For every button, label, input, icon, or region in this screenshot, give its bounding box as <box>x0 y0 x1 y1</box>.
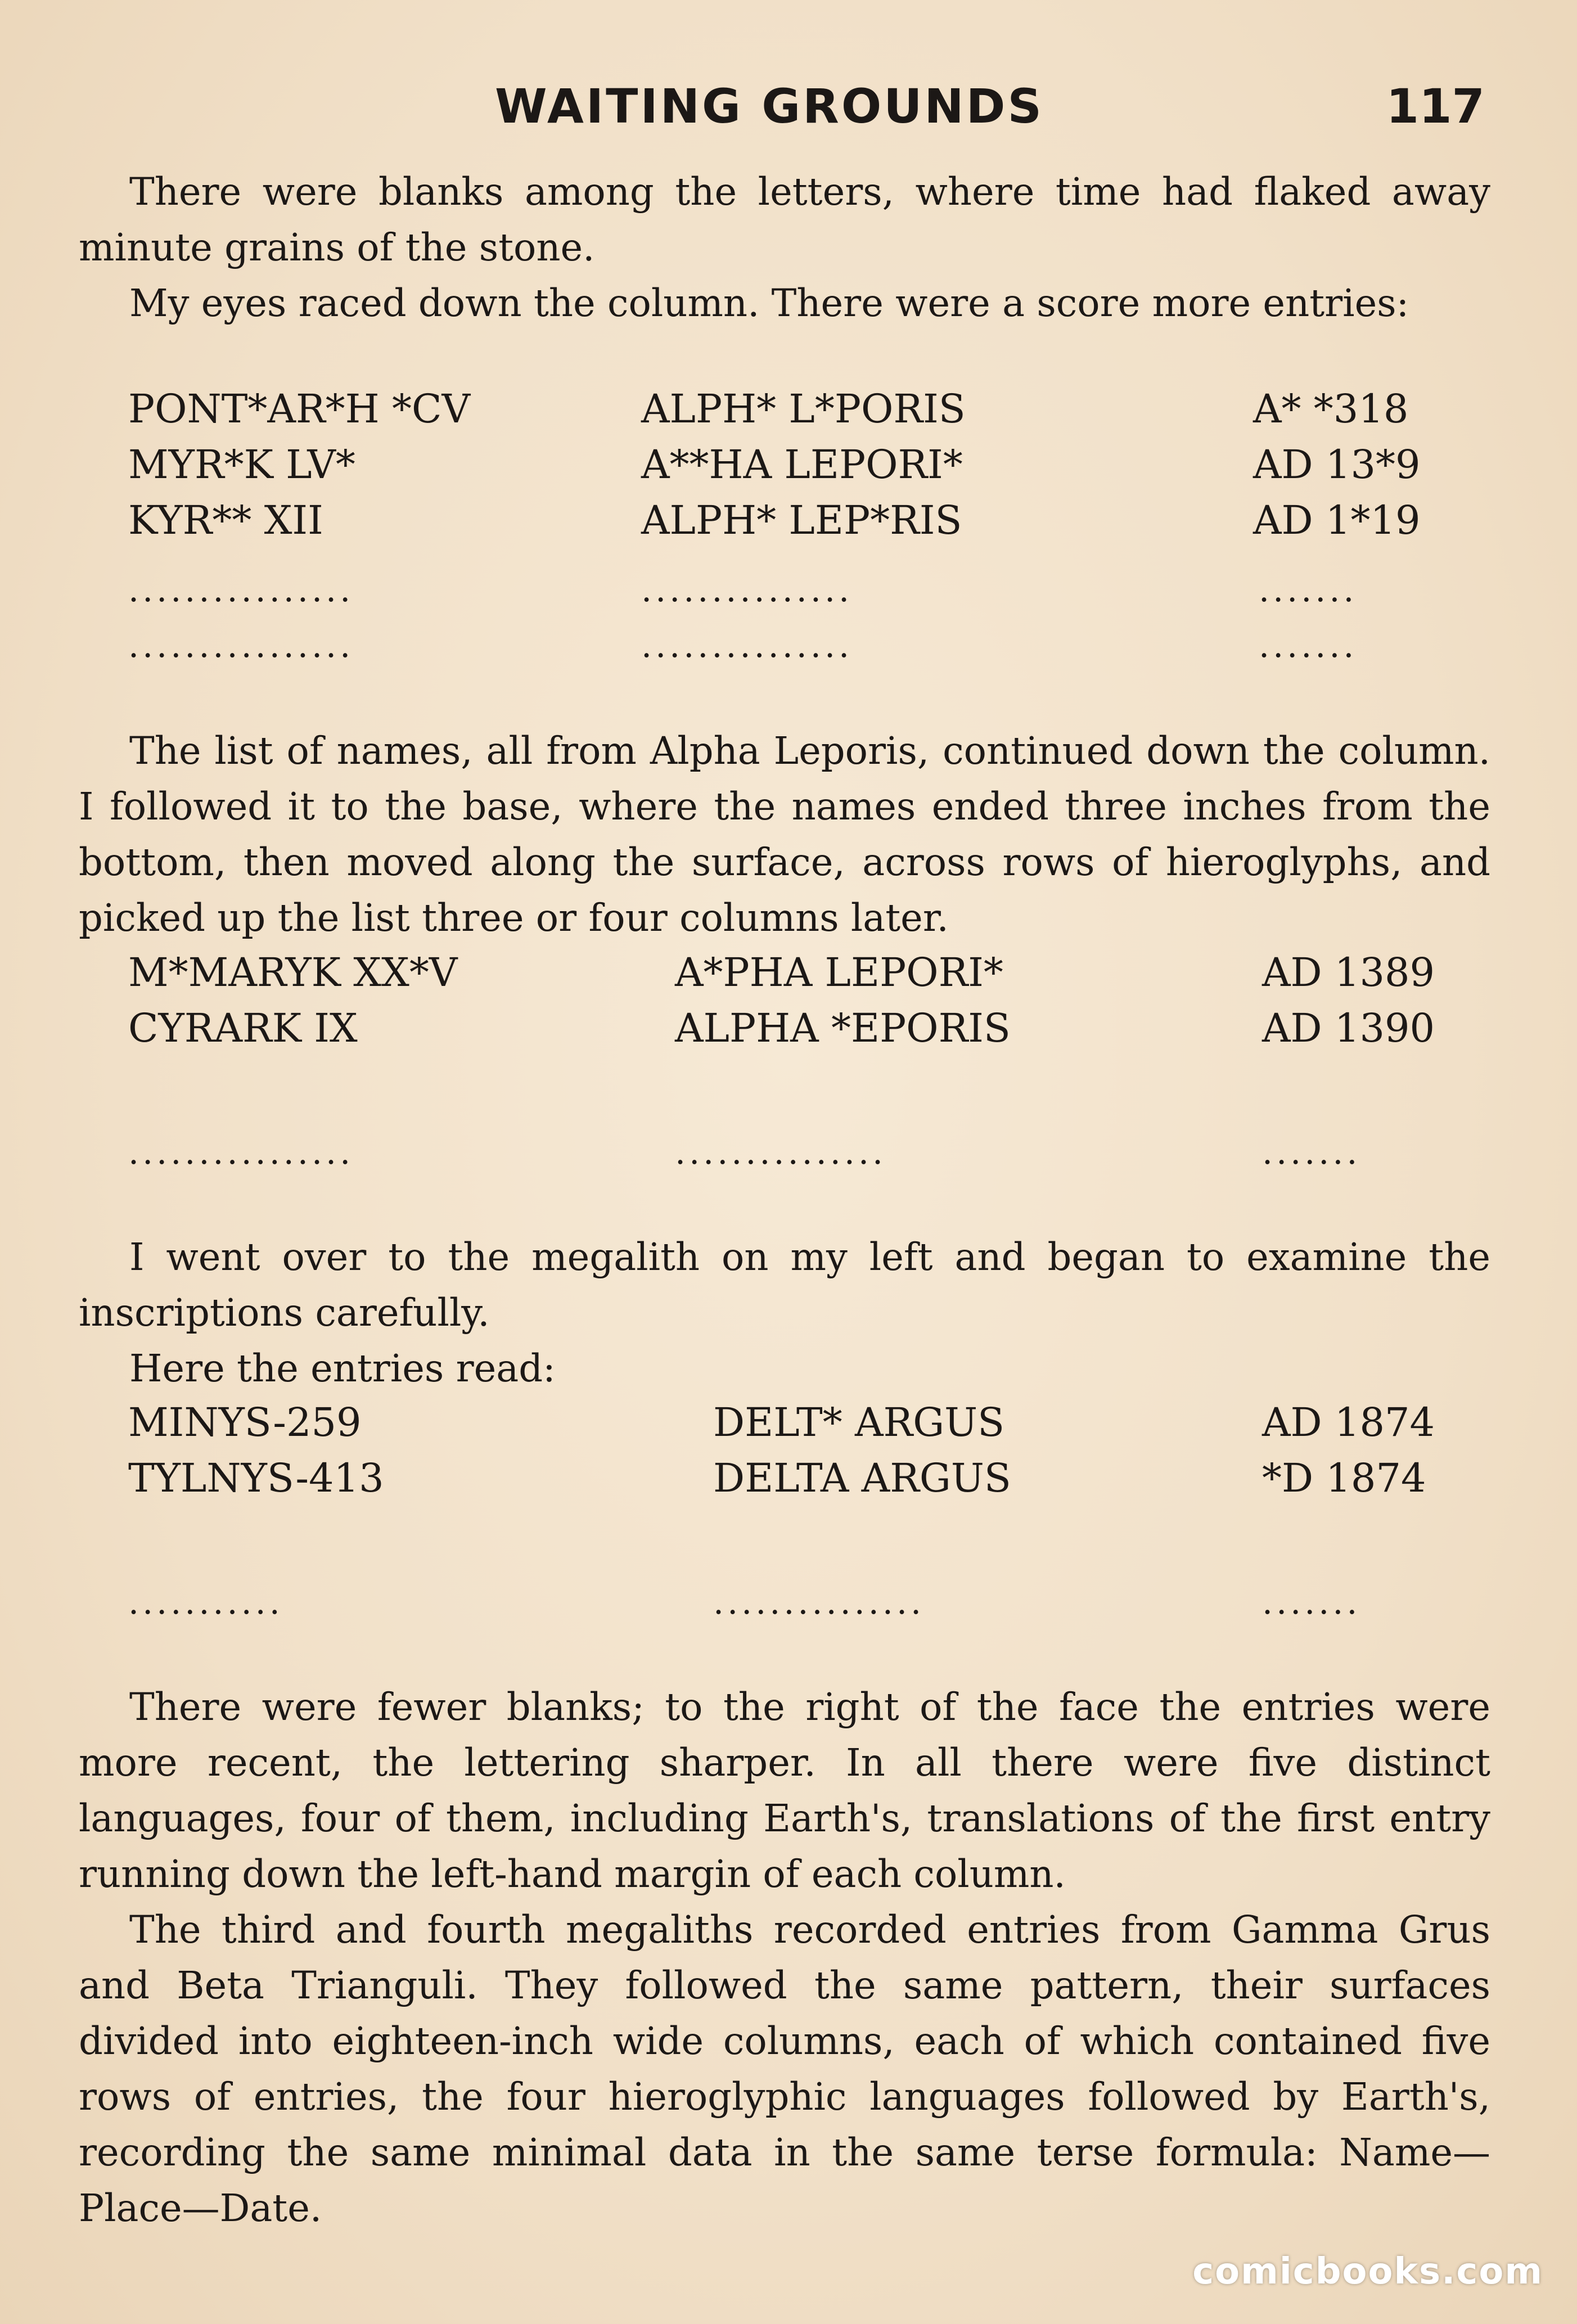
entry-date: *D 1874 <box>1262 1455 1426 1501</box>
text-block-3 <box>79 1229 1490 1397</box>
entry-name: TYLNYS-413 <box>128 1455 384 1501</box>
dot-leader: ............... <box>641 626 853 665</box>
page-number: 117 <box>1386 79 1485 134</box>
entry-date: AD 1874 <box>1262 1399 1435 1445</box>
dot-rows-1 <box>128 562 1478 674</box>
entry-place: A**HA LEPORI* <box>641 442 963 488</box>
entry-place: ALPHA *EPORIS <box>675 1005 1011 1051</box>
table-row <box>128 1451 1478 1506</box>
entry-table-1 <box>128 381 1478 548</box>
dot-row <box>128 1575 1478 1631</box>
table-row <box>128 1001 1478 1056</box>
entry-place: ALPH* LEP*RIS <box>641 497 962 543</box>
text-block-2 <box>79 723 1490 946</box>
text-block-1 <box>79 164 1490 331</box>
entry-place: DELTA ARGUS <box>713 1455 1011 1501</box>
dot-leader: ........... <box>128 1583 283 1622</box>
running-head: WAITING GROUNDS <box>495 79 1044 134</box>
table-row <box>128 1395 1478 1451</box>
dot-leader: ....... <box>1259 626 1358 665</box>
dot-leader: ................ <box>128 626 354 665</box>
entry-table-2 <box>128 945 1478 1056</box>
watermark: comicbooks.com <box>1192 2251 1543 2293</box>
dot-leader: ................ <box>128 570 354 610</box>
dot-leader: ............... <box>675 1133 887 1172</box>
text-block-4 <box>79 1679 1490 2236</box>
paragraph-6: There were fewer blanks; to the right of the face the entries were more recent, the lettering sharper. In all there were five distinct languages, four of them, including Earth's, translations of the first entry running down the left-hand margin of each column. <box>79 1685 1490 1896</box>
entry-date: AD 1390 <box>1262 1005 1435 1051</box>
entry-date: AD 1*19 <box>1253 497 1421 543</box>
entry-name: M*MARYK XX*V <box>128 949 458 996</box>
entry-date: AD 13*9 <box>1253 442 1421 488</box>
entry-date: A* *318 <box>1253 386 1409 432</box>
paragraph-1: There were blanks among the letters, where time had flaked away minute grains of the stone. <box>79 170 1490 269</box>
dot-row <box>128 562 1478 618</box>
dot-leader: ....... <box>1262 1133 1361 1172</box>
entry-place: A*PHA LEPORI* <box>675 949 1003 996</box>
dot-leader: ............... <box>641 570 853 610</box>
paragraph-4: I went over to the megalith on my left and began to examine the inscriptions carefully. <box>79 1235 1490 1335</box>
entry-date: AD 1389 <box>1262 949 1435 996</box>
paragraph-2: My eyes raced down the column. There were a score more entries: <box>129 281 1409 325</box>
dot-leader: ....... <box>1262 1583 1361 1622</box>
dot-rows-3 <box>128 1575 1478 1631</box>
table-row <box>128 437 1478 493</box>
entry-name: CYRARK IX <box>128 1005 358 1051</box>
entry-name: MYR*K LV* <box>128 442 355 488</box>
entry-table-3 <box>128 1395 1478 1506</box>
dot-row <box>128 618 1478 674</box>
dot-row <box>128 1125 1478 1181</box>
dot-leader: ................ <box>128 1133 354 1172</box>
table-row <box>128 945 1478 1001</box>
paragraph-3: The list of names, all from Alpha Leporis, continued down the column. I followed it to the base, where the names ended three inches from the bottom, then moved along the surface, across rows of hieroglyphs, and picked up the list three or four columns later. <box>79 729 1490 940</box>
entry-place: ALPH* L*PORIS <box>641 386 966 432</box>
entry-name: KYR** XII <box>128 497 323 543</box>
entry-name: PONT*AR*H *CV <box>128 386 471 432</box>
dot-rows-2 <box>128 1125 1478 1181</box>
dot-leader: ....... <box>1259 570 1358 610</box>
entry-place: DELT* ARGUS <box>713 1399 1005 1445</box>
dot-leader: ............... <box>713 1583 925 1622</box>
entry-name: MINYS-259 <box>128 1399 362 1445</box>
page-header <box>79 79 1485 146</box>
paragraph-5: Here the entries read: <box>129 1346 556 1390</box>
table-row <box>128 493 1478 548</box>
table-row <box>128 381 1478 437</box>
paragraph-7: The third and fourth megaliths recorded entries from Gamma Grus and Beta Trianguli. They followed the same pattern, their surfaces divided into eighteen-inch wide columns, each of which contained five rows of entries, the four hieroglyphic languages followed by Earth's, recording the same minimal data in the same terse formula: Name—Place—Date. <box>79 1908 1490 2230</box>
